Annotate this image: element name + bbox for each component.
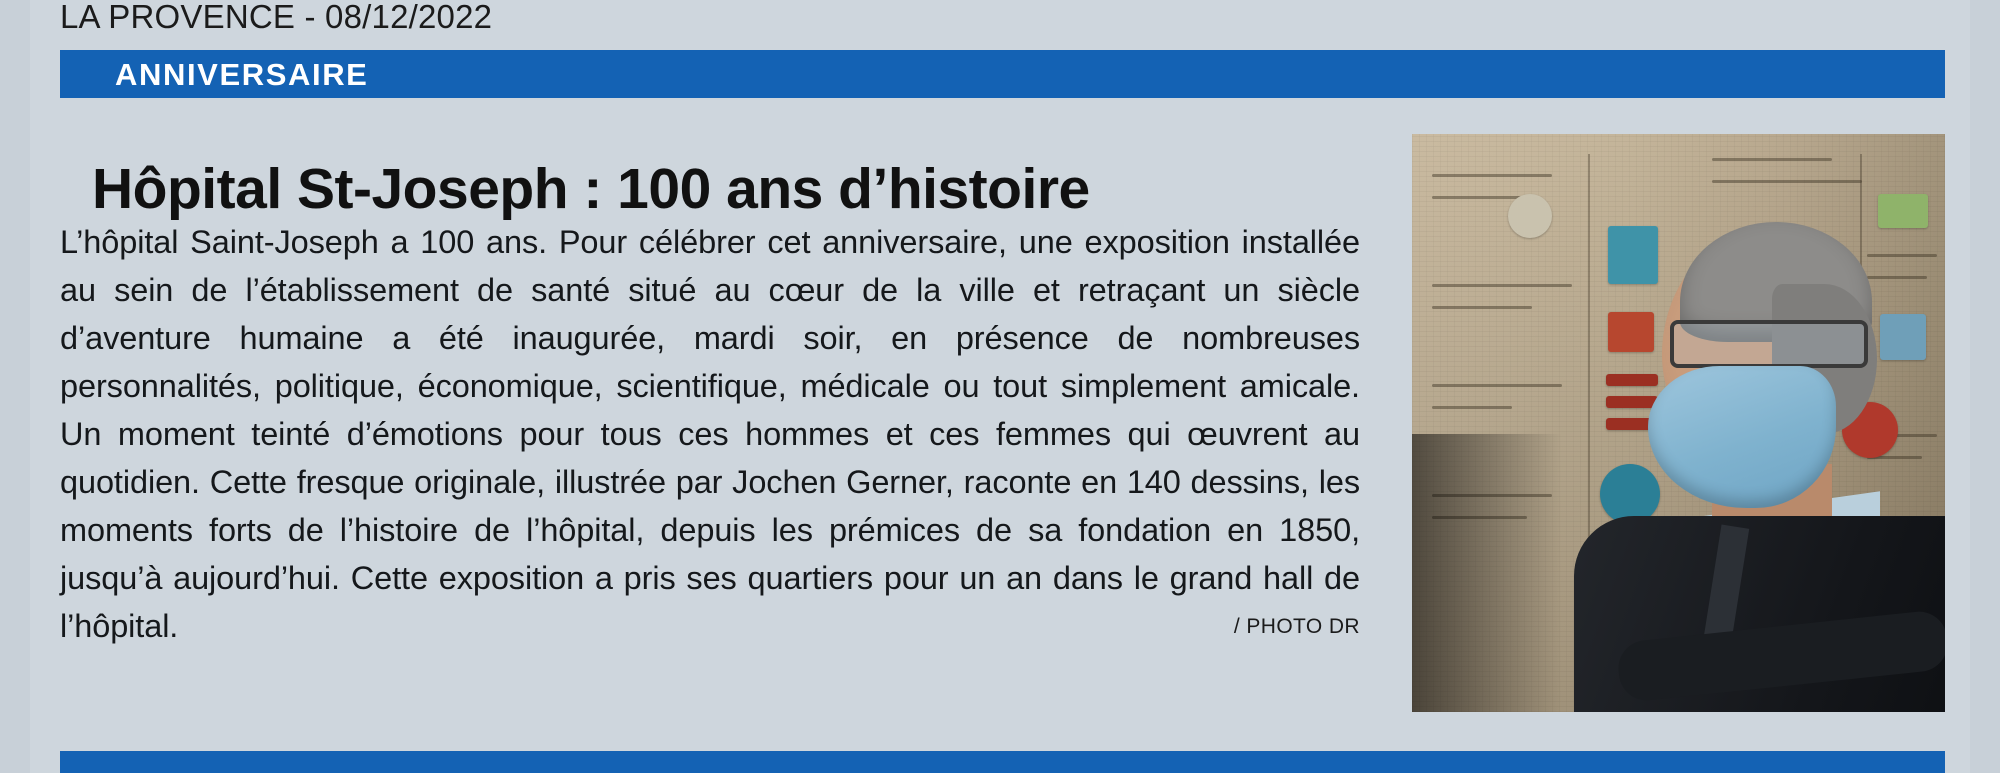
fresco-line — [1432, 196, 1522, 199]
photo-shadow — [1412, 434, 1562, 712]
fresco-line — [1867, 254, 1937, 257]
fresco-line — [1867, 276, 1927, 279]
fresco-swatch — [1606, 396, 1658, 408]
glasses-icon — [1670, 320, 1868, 368]
article-photo — [1412, 134, 1945, 712]
photo-credit: / PHOTO DR — [1233, 615, 1360, 638]
fresco-line — [1432, 284, 1572, 287]
fresco-swatch — [1606, 374, 1658, 386]
footer-banner — [60, 751, 1945, 773]
fresco-line — [1712, 158, 1832, 161]
fresco-line — [1432, 384, 1562, 387]
fresco-swatch — [1608, 312, 1654, 352]
article-body-text: L’hôpital Saint-Joseph a 100 ans. Pour célébrer cet anniversaire, une exposition installée au sein de l’établissement de santé situé au cœur de la ville et retraçant un siècle d’aventure humaine a été inaugurée, mardi soir, en présence de nombreuses personnalités, politique, économique, scientifique, médicale ou tout simplement amicale. Un moment teinté d’émotions pour tous ces hommes et ces femmes qui œuvrent au quotidien. Cette fresque originale, illustrée par Jochen Gerner, raconte en 140 dessins, les moments forts de l’histoire de l’hôpital, depuis les prémices de sa fondation en 1850, jusqu’à aujourd’hui. Cette exposition a pris ses quartiers pour un an dans le grand hall de l’hôpital. — [60, 224, 1360, 644]
rubric-label: ANNIVERSAIRE — [115, 57, 369, 92]
source-and-date: LA PROVENCE - 08/12/2022 — [60, 0, 493, 35]
fresco-swatch — [1880, 314, 1926, 360]
article-body — [60, 218, 1360, 650]
fresco-swatch — [1878, 194, 1928, 228]
fresco-swatch — [1608, 226, 1658, 284]
fresco-line — [1712, 180, 1862, 183]
rubric-banner — [60, 50, 1945, 98]
page-title: Hôpital St-Joseph : 100 ans d’histoire — [92, 157, 1090, 222]
article-sheet — [30, 0, 1970, 773]
fresco-line — [1432, 306, 1532, 309]
fresco-swatch — [1508, 194, 1552, 238]
fresco-line — [1432, 174, 1552, 177]
fresco-swatch — [1600, 464, 1660, 524]
fresco-line — [1432, 406, 1512, 409]
